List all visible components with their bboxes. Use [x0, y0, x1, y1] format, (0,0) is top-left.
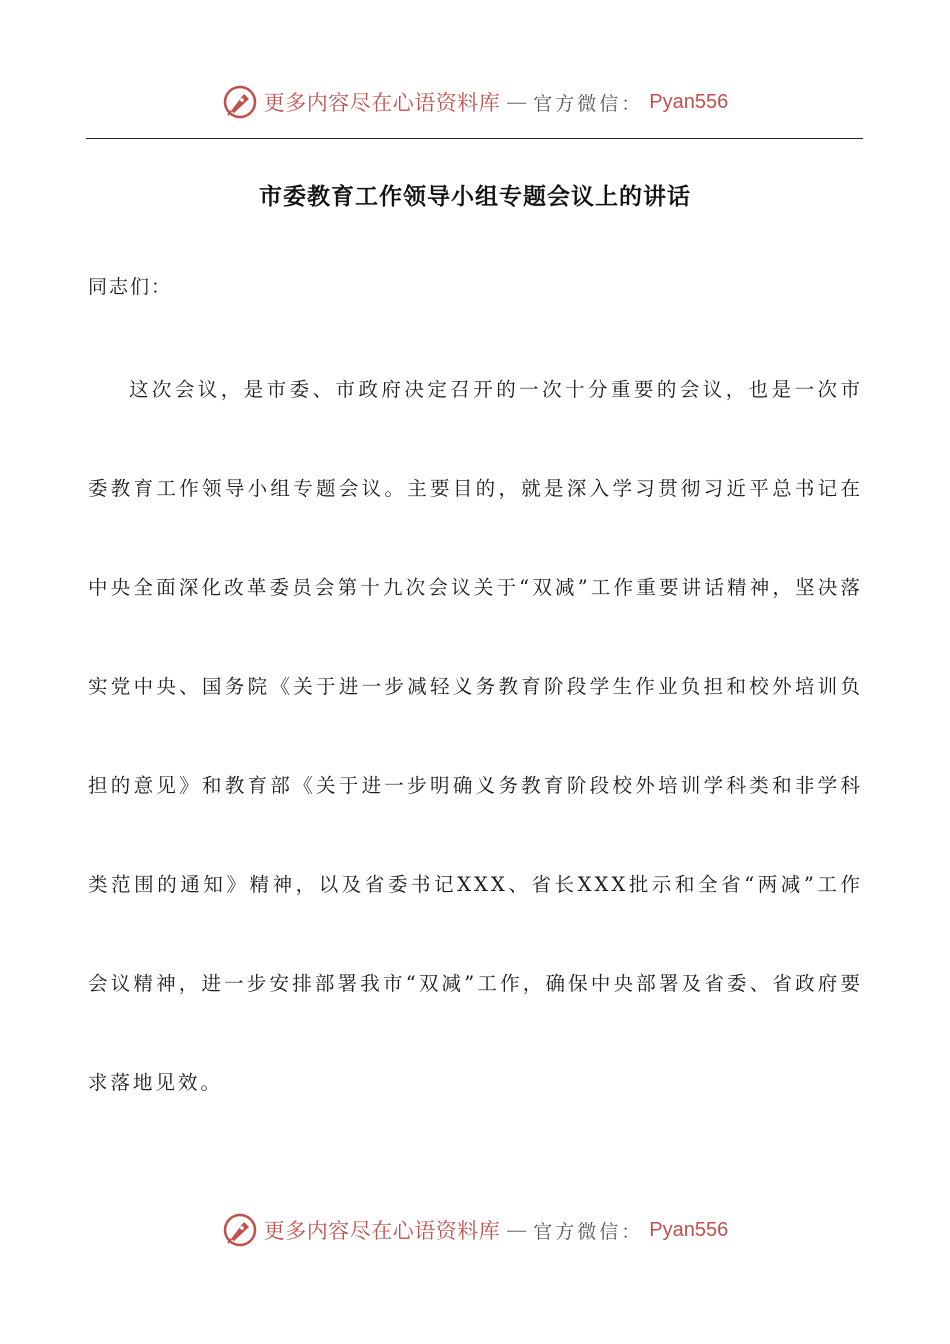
- pen-nib-icon: [222, 1212, 258, 1248]
- document-title: 市委教育工作领导小组专题会议上的讲话: [259, 184, 691, 210]
- salutation: 同志们：: [88, 276, 173, 298]
- wechat-id: Pyan556: [649, 90, 729, 113]
- header-banner: [0, 84, 950, 120]
- brand-text: 更多内容尽在心语资料库: [263, 1219, 501, 1243]
- banner-separator: —: [506, 90, 528, 114]
- footer-banner: [0, 1212, 950, 1248]
- banner-separator: —: [506, 1218, 528, 1242]
- header-divider: [86, 138, 863, 139]
- brand-text: 更多内容尽在心语资料库: [263, 91, 501, 115]
- pen-nib-icon: [222, 84, 258, 120]
- wechat-id: Pyan556: [649, 1218, 729, 1241]
- official-wechat-label: 官方微信：: [533, 92, 644, 115]
- body-paragraph: 这次会议，是市委、市政府决定召开的一次十分重要的会议，也是一次市委教育工作领导小组专题会议。主要目的，就是深入学习贯彻习近平总书记在中央全面深化改革委员会第十九次会议关于“双减”工作重要讲话精神，坚决落实党中央、国务院《关于进一步减轻义务教育阶段学生作业负担和校外培训负担的意见》和教育部《关于进一步明确义务教育阶段校外培训学科类和非学科类范围的通知》精神，以及省委书记XXX、省长XXX批示和全省“两减”工作会议精神，进一步安排部署我市“双减”工作，确保中央部署及省委、省政府要求落地见效。: [88, 378, 863, 1094]
- official-wechat-label: 官方微信：: [533, 1220, 644, 1243]
